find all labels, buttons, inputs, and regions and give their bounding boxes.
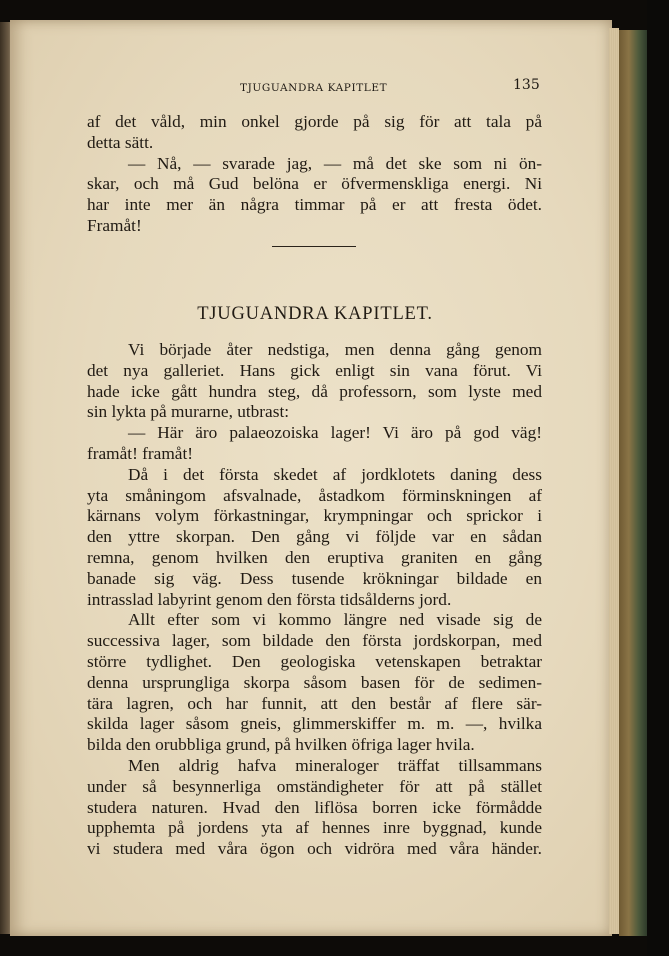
text-line: tära lagren, och har funnit, att den består af flere sär- — [87, 693, 542, 713]
text-line: skar, och må Gud belöna er öfvermenskliga energi. Ni — [87, 174, 542, 194]
text-line: Men aldrig hafva mineraloger träffat tillsammans — [128, 755, 542, 775]
chapter-title-text: TJUGUANDRA KAPITLET. — [197, 304, 433, 324]
text-line: bilda den orubbliga grund, på hvilken öfriga lager hvila. — [87, 735, 475, 755]
text-line: Allt efter som vi kommo längre ned visade sig de — [128, 610, 542, 630]
text-line: af det våld, min onkel gjorde på sig för att tala på — [87, 112, 542, 131]
text-line: vi studera med våra ögon och vidröra med våra händer. — [87, 839, 542, 859]
text-line: denna ursprungliga skorpa såsom basen för de sedimen- — [87, 672, 542, 692]
chapter-title — [10, 304, 612, 325]
running-header: TJUGUANDRA KAPITLET — [240, 82, 388, 94]
text-line: större tydlighet. Den geologiska vetenskapen betraktar — [87, 651, 542, 671]
section-divider — [272, 246, 356, 247]
page-stack-edges — [609, 28, 619, 934]
chapter-body-text — [87, 340, 542, 860]
text-line: intrasslad labyrint genom den första tidsålderns jord. — [87, 589, 452, 609]
text-line: yta småningom afsvalnade, åstadkom förminskningen af — [87, 485, 542, 505]
text-line: hade icke gått hundra steg, då professorn, som lyste med — [87, 381, 542, 401]
text-line: studera naturen. Hvad den liflösa borren icke förmådde — [87, 797, 542, 817]
page-number: 135 — [513, 77, 540, 93]
text-line: har inte mer än några timmar på er att fresta ödet. — [87, 195, 542, 215]
text-line: banade sig väg. Dess tusende krökningar bildade en — [87, 568, 542, 588]
text-line: detta sätt. — [87, 132, 154, 152]
text-line: remna, genom hvilken den eruptiva graniten en gång — [87, 547, 542, 567]
book-cover-edge — [619, 30, 647, 936]
text-line: det nya galleriet. Hans gick enligt sin vana förut. Vi — [87, 360, 542, 380]
text-line: den yttre skorpan. Den gång vi följde var en sådan — [87, 527, 542, 547]
text-line: successiva lager, som bildade den första jordskorpan, med — [87, 631, 542, 651]
text-line: — Nå, — svarade jag, — må det ske som ni ön- — [128, 153, 542, 173]
text-line: Då i det första skedet af jordklotets daning dess — [128, 464, 542, 484]
text-line: Framåt! — [87, 215, 142, 235]
text-line: skilda lager såsom gneis, glimmerskiffer m. m. —, hvilka — [87, 714, 542, 734]
text-line: Vi började åter nedstiga, men denna gång genom — [128, 340, 542, 359]
previous-chapter-ending — [87, 112, 542, 237]
book-page — [10, 20, 612, 936]
text-line: — Här äro palaeozoiska lager! Vi äro på god väg! — [128, 423, 542, 443]
text-line: upphemta på jordens yta af hennes inre byggnad, kunde — [87, 818, 542, 838]
text-line: under så besynnerliga omständigheter för att på stället — [87, 776, 542, 796]
text-line: kärnans volym förkastningar, krympningar och sprickor i — [87, 506, 542, 526]
scan-background — [647, 0, 669, 956]
text-line: framåt! framåt! — [87, 443, 194, 463]
text-line: sin lykta på murarne, utbrast: — [87, 402, 290, 422]
